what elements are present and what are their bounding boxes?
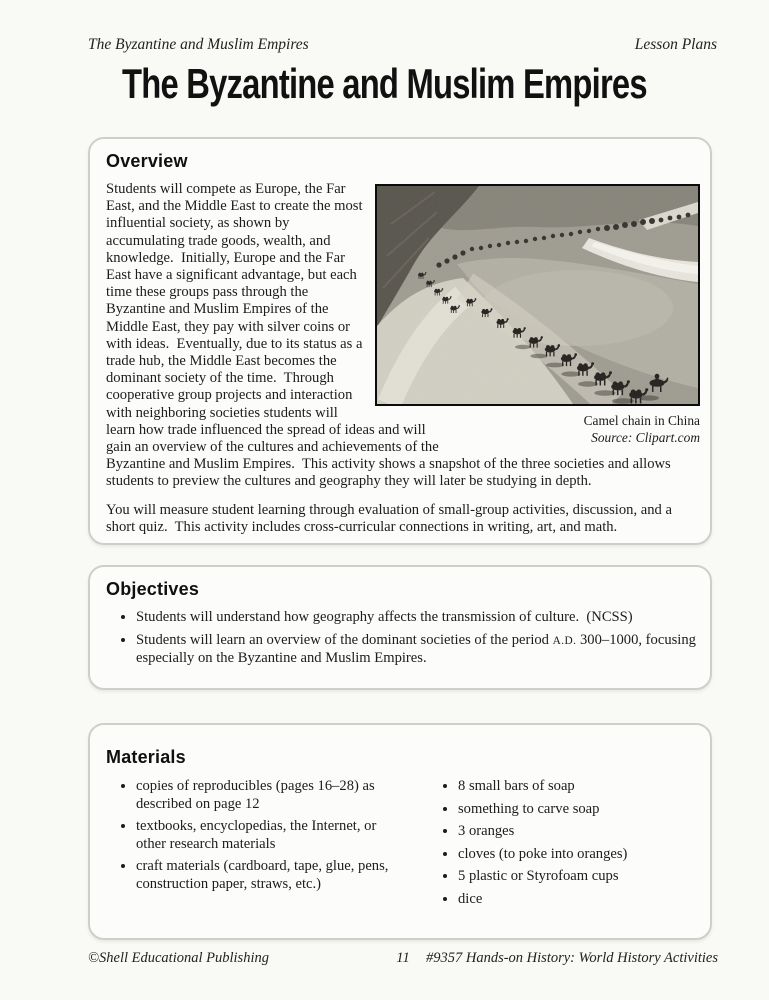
materials-columns [106, 769, 700, 914]
overview-heading: Overview [106, 151, 188, 171]
objectives-list [106, 609, 700, 668]
materials-item: • textbooks, encyclopedias, the Internet, or other research materials [136, 818, 404, 853]
era-abbreviation: A.D. [552, 634, 577, 647]
materials-item: • dice [458, 891, 700, 909]
footer-book-title: #9357 Hands-on History: World History Activities [425, 950, 718, 966]
overview-paragraph-1: Students will compete as Europe, the Far East, and the Middle East to create the most influential society, as shown by accumulating trade goods, wealth, and knowledge. Initially, Europe and the Far East have a significant advantage, but each time these groups pass through the Byzantine and Muslim Empires of the Middle East, they pay with silver coins or with ideas. Eventually, due to its status as a trade hub, the Middle East becomes the dominant society of the time. Through cooperative group projects and interaction with neighboring societies students will learn how trade influenced the spread of ideas and will gain an overview of the cultures and achievements of the Byzantine and Muslim Empires. This activity shows a snapshot of the three societies and allows students to preview the cultures and geography they will later be studying in depth. [106, 181, 671, 490]
materials-section [88, 723, 712, 940]
materials-item: • craft materials (cardboard, tape, glue, pens, construction paper, straws, etc.) [136, 858, 404, 893]
footer-publisher: ©Shell Educational Publishing [88, 950, 269, 966]
materials-item: • copies of reproducibles (pages 16–28) as described on page 12 [136, 778, 404, 813]
running-head-left: The Byzantine and Muslim Empires [88, 36, 309, 53]
materials-left-list [106, 778, 428, 894]
overview-body [106, 181, 700, 536]
materials-right-list [428, 778, 700, 909]
footer-page-number: 11 [396, 950, 410, 966]
photo-caption-source: Source: Clipart.com [591, 429, 700, 445]
materials-heading: Materials [106, 747, 186, 767]
running-head-right: Lesson Plans [634, 36, 717, 53]
materials-left-column [106, 769, 428, 914]
overview-paragraph-2: You will measure student learning through evaluation of small-group activities, discussion, and a short quiz. This activity includes cross-curricular connections in writing, art, and math. [106, 501, 672, 535]
overview-section [88, 137, 712, 545]
materials-item: • 3 oranges [458, 823, 700, 841]
objectives-section [88, 565, 712, 690]
objectives-item-2: • Students will learn an overview of the dominant societies of the period A.D. 300–1000, focusing especially on the Byzantine and Muslim Empires. [136, 632, 700, 668]
photo-frame [375, 184, 700, 406]
objectives-item-1: • Students will understand how geography affects the transmission of culture. (NCSS) [136, 609, 700, 627]
running-head [88, 36, 717, 54]
objectives-heading: Objectives [106, 579, 200, 599]
materials-right-column [428, 769, 700, 914]
materials-item: • 5 plastic or Styrofoam cups [458, 868, 700, 886]
materials-item: • 8 small bars of soap [458, 778, 700, 796]
camel-caravan-photo [377, 186, 698, 404]
materials-item: • cloves (to poke into oranges) [458, 846, 700, 864]
photo-caption-title: Camel chain in China [583, 413, 700, 428]
materials-item: • something to carve soap [458, 801, 700, 819]
page-title: The Byzantine and Muslim Empires [122, 60, 647, 107]
photo-caption [462, 413, 700, 446]
page-footer [88, 950, 718, 967]
